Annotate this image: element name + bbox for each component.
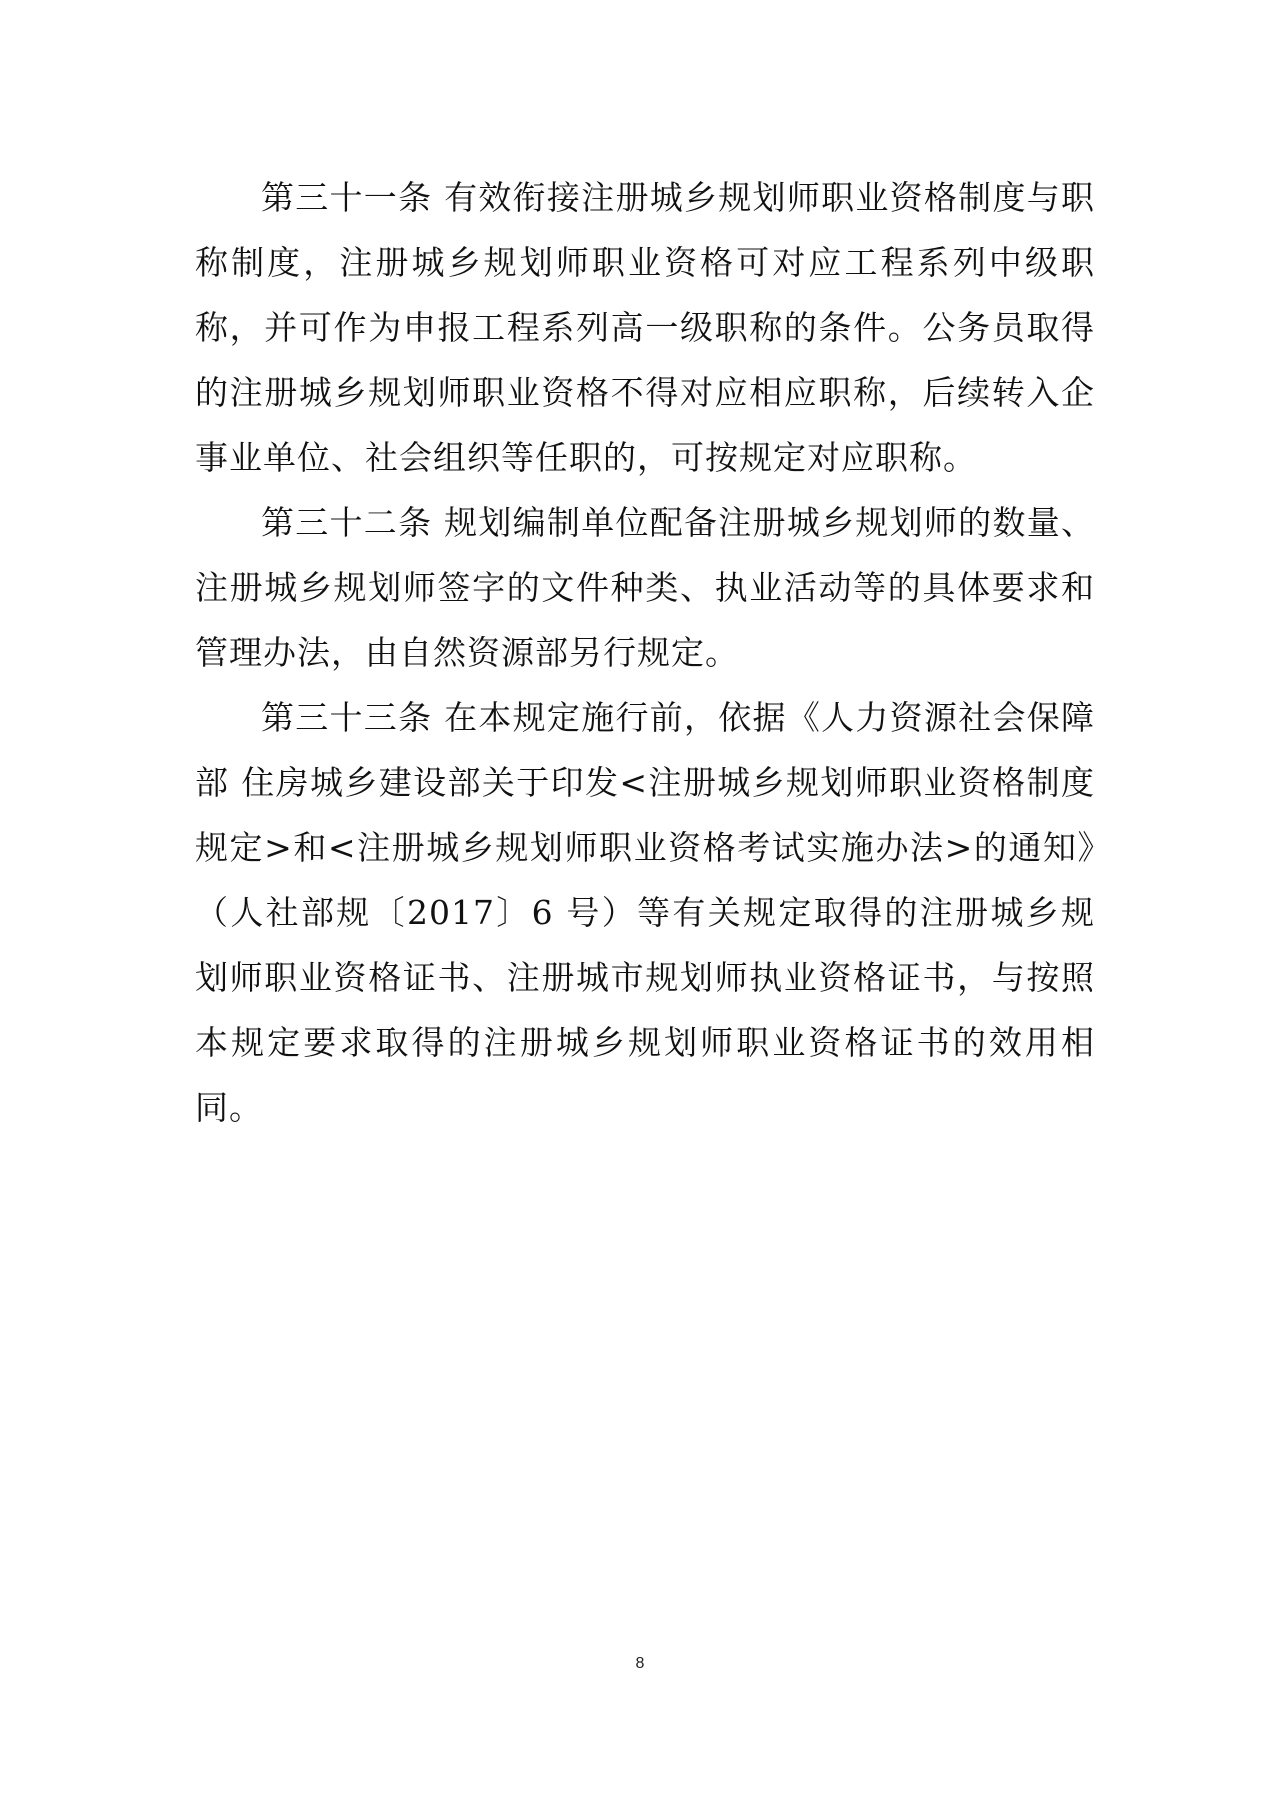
page-number: 8 [635,1655,645,1672]
document-body [195,165,1095,1140]
article-31-paragraph: 第三十一条 有效衔接注册城乡规划师职业资格制度与职称制度，注册城乡规划师职业资格可对应工程系列中级职称，并可作为申报工程系列高一级职称的条件。公务员取得的注册城乡规划师职业资格不得对应相应职称，后续转入企事业单位、社会组织等任职的，可按规定对应职称。 [195,178,1095,477]
article-33-paragraph: 第三十三条 在本规定施行前，依据《人力资源社会保障部 住房城乡建设部关于印发<注册城乡规划师职业资格制度规定>和<注册城乡规划师职业资格考试实施办法>的通知》（人社部规〔2017〕6 号）等有关规定取得的注册城乡规划师职业资格证书、注册城市规划师执业资格证书，与按照本规定要求取得的注册城乡规划师职业资格证书的效用相同。 [195,698,1095,1127]
article-32-paragraph: 第三十二条 规划编制单位配备注册城乡规划师的数量、注册城乡规划师签字的文件种类、执业活动等的具体要求和管理办法，由自然资源部另行规定。 [195,503,1095,672]
